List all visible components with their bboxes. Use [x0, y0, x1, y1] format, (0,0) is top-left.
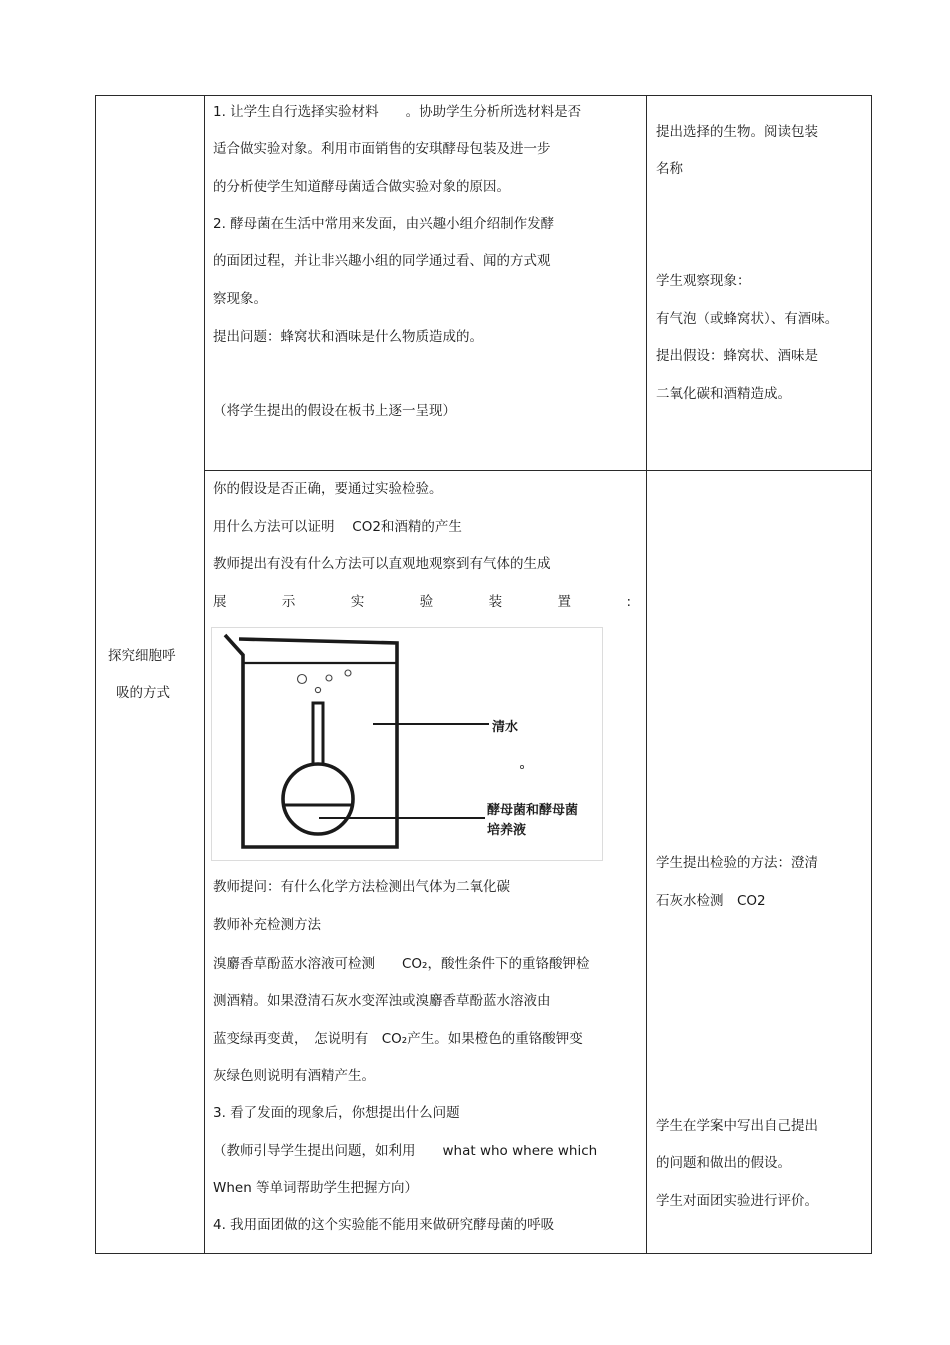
- apparatus-diagram: [211, 627, 603, 861]
- text-line: 提出选择的生物。阅读包装: [656, 124, 818, 140]
- text-line: 灰绿色则说明有酒精产生。: [213, 1068, 375, 1084]
- column-divider-2: [646, 95, 647, 1253]
- spread-char: 示: [281, 594, 296, 610]
- text-line: 测酒精。如果澄清石灰水变浑浊或溴麝香草酚蓝水溶液由: [213, 993, 551, 1009]
- show-apparatus-line: [213, 593, 631, 611]
- label-yeast-line1: 酵母菌和酵母菌: [487, 803, 579, 818]
- text-line: 教师补充检测方法: [213, 917, 321, 933]
- text-line: 的问题和做出的假设。: [656, 1155, 791, 1171]
- text-line: 蓝变绿再变黄， 怎说明有 CO₂产生。如果橙色的重铬酸钾变: [213, 1031, 583, 1047]
- text-line: 2. 酵母菌在生活中常用来发面，由兴趣小组介绍制作发酵: [213, 216, 555, 232]
- text-line: 用什么方法可以证明 CO2和酒精的产生: [213, 519, 462, 535]
- table-right-border: [871, 95, 872, 1253]
- text-line: 的面团过程，并让非兴趣小组的同学通过看、闻的方式观: [213, 253, 551, 269]
- spread-char: 实: [350, 594, 365, 610]
- text-line: 教师提出有没有什么方法可以直观地观察到有气体的生成: [213, 556, 551, 572]
- table-left-border: [95, 95, 96, 1253]
- text-line: 提出假设：蜂窝状、酒味是: [656, 348, 818, 364]
- text-line: 学生在学案中写出自己提出: [656, 1118, 818, 1134]
- text-line: When 等单词帮助学生把握方向）: [213, 1180, 419, 1196]
- text-line: 二氧化碳和酒精造成。: [656, 386, 791, 402]
- spread-char: 装: [488, 594, 503, 610]
- spread-char: 展: [213, 594, 227, 610]
- label-water: 清水: [492, 720, 519, 735]
- row-divider: [204, 470, 872, 471]
- text-line: 3. 看了发面的现象后，你想提出什么问题: [213, 1105, 460, 1121]
- text-line: 学生对面团实验进行评价。: [656, 1193, 818, 1209]
- text-line: 名称: [656, 161, 683, 177]
- text-line: 有气泡（或蜂窝状）、有酒味。: [656, 311, 839, 327]
- text-line: 4. 我用面团做的这个实验能不能用来做研究酵母菌的呼吸: [213, 1217, 555, 1233]
- text-line: 你的假设是否正确，要通过实验检验。: [213, 481, 443, 497]
- label-yeast-line2: 培养液: [487, 823, 527, 838]
- apparatus-figure: [211, 627, 603, 861]
- section-label-line: 探究细胞呼: [108, 648, 176, 664]
- text-line: 学生提出检验的方法：澄清: [656, 855, 818, 871]
- spread-char: :: [626, 594, 631, 610]
- text-line: 溴麝香草酚蓝水溶液可检测 CO₂，酸性条件下的重铬酸钾检: [213, 956, 590, 972]
- text-line: 石灰水检测 CO2: [656, 893, 766, 909]
- text-line: 适合做实验对象。利用市面销售的安琪酵母包装及进一步: [213, 141, 551, 157]
- spread-char: 置: [557, 594, 572, 610]
- flask-bulb: [283, 764, 353, 834]
- text-line: 教师提问：有什么化学方法检测出气体为二氧化碳: [213, 879, 510, 895]
- text-line: 提出问题：蜂窝状和酒味是什么物质造成的。: [213, 329, 483, 345]
- text-line: 察现象。: [213, 291, 267, 307]
- text-line: （将学生提出的假设在板书上逐一呈现）: [213, 403, 456, 419]
- text-line: 学生观察现象：: [656, 273, 751, 289]
- column-divider-1: [204, 95, 205, 1253]
- section-label-line: 吸的方式: [116, 685, 170, 701]
- text-line: 的分析使学生知道酵母菌适合做实验对象的原因。: [213, 179, 510, 195]
- text-line: 1. 让学生自行选择实验材料 。协助学生分析所选材料是否: [213, 104, 582, 120]
- table-top-border: [95, 95, 872, 96]
- spread-char: 验: [419, 594, 434, 610]
- table-bottom-border: [95, 1253, 872, 1254]
- text-line: （教师引导学生提出问题，如利用 what who where which: [213, 1143, 598, 1159]
